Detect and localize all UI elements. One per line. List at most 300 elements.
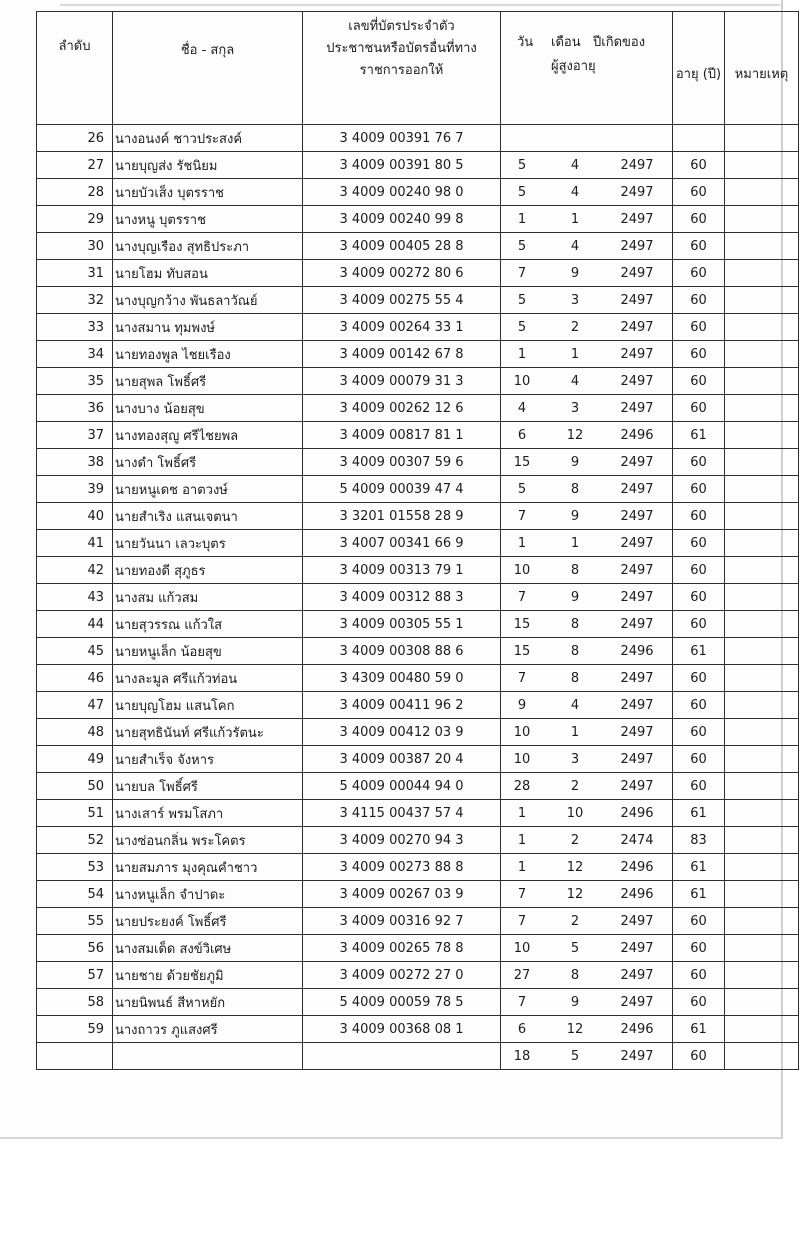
row-month: 8 <box>570 671 580 686</box>
row-age: 60 <box>673 692 725 719</box>
row-remark <box>725 827 799 854</box>
table-row <box>37 125 799 152</box>
row-birth-date <box>501 962 673 989</box>
row-name: นายบุญส่ง รัชนิยม <box>113 152 303 179</box>
table-row <box>37 746 799 773</box>
row-month: 12 <box>566 428 584 443</box>
row-year: 2497 <box>620 536 654 551</box>
row-number: 56 <box>37 935 113 962</box>
row-number: 59 <box>37 1016 113 1043</box>
row-birth-date <box>501 908 673 935</box>
row-age: 61 <box>673 1016 725 1043</box>
row-name: นายโฮม ทับสอน <box>113 260 303 287</box>
row-id-number: 5 4009 00039 47 4 <box>303 476 501 503</box>
table-row <box>37 152 799 179</box>
row-age: 61 <box>673 422 725 449</box>
row-age: 60 <box>673 476 725 503</box>
table-row <box>37 827 799 854</box>
row-number: 28 <box>37 179 113 206</box>
row-id-number: 3 4007 00341 66 9 <box>303 530 501 557</box>
row-day: 7 <box>517 887 527 902</box>
row-id-number: 3 4009 00391 80 5 <box>303 152 501 179</box>
row-remark <box>725 854 799 881</box>
row-day: 5 <box>517 320 527 335</box>
row-month: 1 <box>570 725 580 740</box>
row-day: 6 <box>517 1022 527 1037</box>
row-number: 50 <box>37 773 113 800</box>
row-age: 60 <box>673 665 725 692</box>
row-day: 4 <box>517 401 527 416</box>
row-day: 5 <box>517 158 527 173</box>
row-day: 7 <box>517 590 527 605</box>
row-birth-date <box>501 773 673 800</box>
row-age: 61 <box>673 800 725 827</box>
row-remark <box>725 368 799 395</box>
row-name: นางถาวร ภูแสงศรี <box>113 1016 303 1043</box>
row-month: 4 <box>570 698 580 713</box>
row-day: 15 <box>513 644 531 659</box>
row-id-number: 3 4009 00240 98 0 <box>303 179 501 206</box>
row-birth-date <box>501 881 673 908</box>
row-name: นายสำเริง แสนเจตนา <box>113 503 303 530</box>
row-age: 60 <box>673 449 725 476</box>
row-id-number: 3 4009 00272 27 0 <box>303 962 501 989</box>
row-age: 60 <box>673 719 725 746</box>
row-birth-date <box>501 476 673 503</box>
row-month: 3 <box>570 401 580 416</box>
row-age: 60 <box>673 341 725 368</box>
row-id-number: 3 4009 00387 20 4 <box>303 746 501 773</box>
row-age: 60 <box>673 233 725 260</box>
row-day: 1 <box>517 833 527 848</box>
row-day: 15 <box>513 617 531 632</box>
row-name: นางบาง น้อยสุข <box>113 395 303 422</box>
row-id-number: 3 4009 00312 88 3 <box>303 584 501 611</box>
row-month: 3 <box>570 293 580 308</box>
table-row <box>37 422 799 449</box>
row-day: 6 <box>517 428 527 443</box>
row-number: 52 <box>37 827 113 854</box>
row-name: นายบัวเส็ง บุตรราช <box>113 179 303 206</box>
row-month: 2 <box>570 779 580 794</box>
row-name: นายสำเร็จ จังหาร <box>113 746 303 773</box>
row-number: 36 <box>37 395 113 422</box>
row-birth-date <box>501 692 673 719</box>
row-age: 60 <box>673 611 725 638</box>
row-year: 2497 <box>620 590 654 605</box>
row-name <box>113 1043 303 1070</box>
row-birth-date <box>501 314 673 341</box>
row-birth-date <box>501 665 673 692</box>
row-id-number: 3 4009 00308 88 6 <box>303 638 501 665</box>
row-remark <box>725 773 799 800</box>
row-month: 8 <box>570 617 580 632</box>
row-name: นางเสาร์ พรมโสภา <box>113 800 303 827</box>
row-name: นางอนงค์ ชาวประสงค์ <box>113 125 303 152</box>
row-remark <box>725 395 799 422</box>
row-year: 2497 <box>620 455 654 470</box>
row-number: 33 <box>37 314 113 341</box>
table-row <box>37 773 799 800</box>
row-name: นางบุญเรือง สุทธิประภา <box>113 233 303 260</box>
row-birth-date <box>501 368 673 395</box>
row-year: 2497 <box>620 239 654 254</box>
row-year: 2474 <box>620 833 654 848</box>
row-name: นายทองพูล ไชยเรือง <box>113 341 303 368</box>
row-id-number: 3 4009 00368 08 1 <box>303 1016 501 1043</box>
row-name: นายวันนา เลวะบุตร <box>113 530 303 557</box>
row-year: 2497 <box>620 320 654 335</box>
row-day: 7 <box>517 995 527 1010</box>
row-birth-date <box>501 611 673 638</box>
row-remark <box>725 638 799 665</box>
row-birth-date <box>501 989 673 1016</box>
row-month: 4 <box>570 185 580 200</box>
row-remark <box>725 314 799 341</box>
row-age: 60 <box>673 584 725 611</box>
row-year: 2497 <box>620 698 654 713</box>
row-day: 18 <box>513 1049 531 1064</box>
row-age: 60 <box>673 503 725 530</box>
row-age: 60 <box>673 179 725 206</box>
row-age: 60 <box>673 557 725 584</box>
row-age: 61 <box>673 638 725 665</box>
row-id-number: 5 4009 00044 94 0 <box>303 773 501 800</box>
row-month: 1 <box>570 347 580 362</box>
row-name: นางละมูล ศรีแก้วท่อน <box>113 665 303 692</box>
row-remark <box>725 800 799 827</box>
row-month: 9 <box>570 509 580 524</box>
row-month: 8 <box>570 968 580 983</box>
row-number: 49 <box>37 746 113 773</box>
row-number: 44 <box>37 611 113 638</box>
row-year: 2497 <box>620 509 654 524</box>
row-birth-date <box>501 287 673 314</box>
row-month: 5 <box>570 941 580 956</box>
row-number: 45 <box>37 638 113 665</box>
row-year: 2497 <box>620 617 654 632</box>
table-row <box>37 449 799 476</box>
header-remark: หมายเหตุ <box>725 12 799 125</box>
row-month: 9 <box>570 266 580 281</box>
row-day: 1 <box>517 806 527 821</box>
table-row <box>37 611 799 638</box>
row-name: นางดำ โพธิ์ศรี <box>113 449 303 476</box>
row-remark <box>725 152 799 179</box>
row-remark <box>725 125 799 152</box>
row-birth-date <box>501 152 673 179</box>
header-id-line2: ประชาชนหรือบัตรอื่นที่ทาง <box>326 41 477 56</box>
table-header-row <box>37 12 799 125</box>
row-id-number: 3 4009 00305 55 1 <box>303 611 501 638</box>
row-day: 10 <box>513 725 531 740</box>
row-number: 30 <box>37 233 113 260</box>
row-birth-date <box>501 638 673 665</box>
row-age: 60 <box>673 530 725 557</box>
table-row <box>37 719 799 746</box>
row-year: 2497 <box>620 185 654 200</box>
row-remark <box>725 881 799 908</box>
row-day: 10 <box>513 374 531 389</box>
row-year: 2497 <box>620 374 654 389</box>
row-remark <box>725 449 799 476</box>
row-age: 60 <box>673 314 725 341</box>
row-year: 2497 <box>620 563 654 578</box>
row-birth-date <box>501 854 673 881</box>
row-number: 55 <box>37 908 113 935</box>
row-remark <box>725 341 799 368</box>
row-birth-date <box>501 206 673 233</box>
header-id-number <box>303 12 501 125</box>
row-number: 53 <box>37 854 113 881</box>
row-name: นายสมภาร มุงคุณคำชาว <box>113 854 303 881</box>
row-remark <box>725 746 799 773</box>
row-remark <box>725 989 799 1016</box>
row-number: 41 <box>37 530 113 557</box>
table-row <box>37 206 799 233</box>
row-day: 27 <box>513 968 531 983</box>
row-number: 46 <box>37 665 113 692</box>
row-day: 5 <box>517 185 527 200</box>
row-year: 2497 <box>620 941 654 956</box>
row-name: นางซ่อนกลิ่น พระโคตร <box>113 827 303 854</box>
header-month: เดือน <box>551 35 581 50</box>
table-body <box>37 125 799 1070</box>
row-name: นายประยงค์ โพธิ์ศรี <box>113 908 303 935</box>
row-year: 2496 <box>620 887 654 902</box>
row-day: 7 <box>517 509 527 524</box>
row-number: 26 <box>37 125 113 152</box>
row-day: 7 <box>517 266 527 281</box>
table-row <box>37 179 799 206</box>
row-remark <box>725 206 799 233</box>
row-age: 60 <box>673 368 725 395</box>
row-id-number <box>303 1043 501 1070</box>
row-id-number: 3 4009 00316 92 7 <box>303 908 501 935</box>
row-birth-date <box>501 935 673 962</box>
row-birth-date <box>501 422 673 449</box>
row-year: 2497 <box>620 293 654 308</box>
row-birth-date <box>501 341 673 368</box>
row-birth-date <box>501 557 673 584</box>
row-age: 60 <box>673 962 725 989</box>
row-year: 2497 <box>620 725 654 740</box>
row-name: นางสมเด็ด สงข์วิเศษ <box>113 935 303 962</box>
row-name: นายหนูเดช อาตวงษ์ <box>113 476 303 503</box>
table-row <box>37 800 799 827</box>
row-month: 8 <box>570 482 580 497</box>
row-age: 60 <box>673 908 725 935</box>
row-month: 4 <box>570 239 580 254</box>
row-id-number: 3 4009 00264 33 1 <box>303 314 501 341</box>
table-row <box>37 395 799 422</box>
row-remark <box>725 1043 799 1070</box>
row-month: 10 <box>566 806 584 821</box>
row-name: นายชาย ด้วยชัยภูมิ <box>113 962 303 989</box>
row-month: 8 <box>570 563 580 578</box>
row-number: 42 <box>37 557 113 584</box>
table-row <box>37 692 799 719</box>
row-year: 2497 <box>620 995 654 1010</box>
row-month: 1 <box>570 536 580 551</box>
row-remark <box>725 665 799 692</box>
row-day: 15 <box>513 455 531 470</box>
table-row <box>37 962 799 989</box>
table-row <box>37 287 799 314</box>
row-id-number: 3 3201 01558 28 9 <box>303 503 501 530</box>
table-row <box>37 1016 799 1043</box>
header-name: ชื่อ - สกุล <box>113 12 303 125</box>
table-row <box>37 368 799 395</box>
header-birth-date <box>501 12 673 125</box>
row-number: 40 <box>37 503 113 530</box>
row-name: นางหนู บุตรราช <box>113 206 303 233</box>
row-age: 60 <box>673 206 725 233</box>
row-year: 2497 <box>620 212 654 227</box>
row-day: 9 <box>517 698 527 713</box>
row-remark <box>725 422 799 449</box>
row-day: 7 <box>517 671 527 686</box>
row-birth-date <box>501 746 673 773</box>
row-birth-date <box>501 1016 673 1043</box>
table-row <box>37 341 799 368</box>
row-birth-date <box>501 503 673 530</box>
row-remark <box>725 557 799 584</box>
table-row <box>37 854 799 881</box>
row-year: 2496 <box>620 428 654 443</box>
table-row <box>37 260 799 287</box>
row-month: 2 <box>570 320 580 335</box>
row-remark <box>725 503 799 530</box>
row-id-number: 3 4009 00817 81 1 <box>303 422 501 449</box>
row-id-number: 3 4309 00480 59 0 <box>303 665 501 692</box>
row-birth-date <box>501 584 673 611</box>
row-age: 60 <box>673 287 725 314</box>
row-age: 61 <box>673 854 725 881</box>
row-birth-date <box>501 179 673 206</box>
row-number: 32 <box>37 287 113 314</box>
row-name: นายทองดี สุภูธร <box>113 557 303 584</box>
row-remark <box>725 908 799 935</box>
row-name: นางสม แก้วสม <box>113 584 303 611</box>
row-number: 37 <box>37 422 113 449</box>
row-id-number: 3 4009 00412 03 9 <box>303 719 501 746</box>
row-number: 35 <box>37 368 113 395</box>
row-month: 5 <box>570 1049 580 1064</box>
row-id-number: 3 4009 00079 31 3 <box>303 368 501 395</box>
row-remark <box>725 584 799 611</box>
row-id-number: 3 4009 00273 88 8 <box>303 854 501 881</box>
row-remark <box>725 233 799 260</box>
header-id-line3: ราชการออกให้ <box>359 63 444 78</box>
table-row <box>37 314 799 341</box>
table-row <box>37 584 799 611</box>
row-month: 12 <box>566 1022 584 1037</box>
row-id-number: 3 4009 00270 94 3 <box>303 827 501 854</box>
row-number: 58 <box>37 989 113 1016</box>
table-row <box>37 557 799 584</box>
row-year: 2496 <box>620 644 654 659</box>
row-birth-date <box>501 395 673 422</box>
row-age: 60 <box>673 773 725 800</box>
row-day: 10 <box>513 563 531 578</box>
row-remark <box>725 1016 799 1043</box>
row-number <box>37 1043 113 1070</box>
row-month: 12 <box>566 860 584 875</box>
row-number: 54 <box>37 881 113 908</box>
table-row <box>37 665 799 692</box>
row-birth-date <box>501 449 673 476</box>
row-number: 43 <box>37 584 113 611</box>
senior-roster-table <box>36 11 799 1070</box>
row-year: 2497 <box>620 779 654 794</box>
row-birth-date <box>501 800 673 827</box>
row-name: นายบล โพธิ์ศรี <box>113 773 303 800</box>
row-month: 9 <box>570 455 580 470</box>
header-age: อายุ (ปี) <box>673 12 725 125</box>
row-year: 2496 <box>620 806 654 821</box>
table-row <box>37 638 799 665</box>
row-day: 1 <box>517 212 527 227</box>
row-number: 34 <box>37 341 113 368</box>
table-row <box>37 908 799 935</box>
row-id-number: 3 4009 00265 78 8 <box>303 935 501 962</box>
row-month: 9 <box>570 590 580 605</box>
row-day: 7 <box>517 914 527 929</box>
row-name: นายหนูเล็ก น้อยสุข <box>113 638 303 665</box>
row-name: นางสมาน ทุมพงษ์ <box>113 314 303 341</box>
row-name: นายสุทธินันท์ ศรีแก้วรัตนะ <box>113 719 303 746</box>
row-day: 1 <box>517 347 527 362</box>
row-month: 2 <box>570 833 580 848</box>
row-birth-date <box>501 1043 673 1070</box>
row-name: นางหนูเล็ก จำปาดะ <box>113 881 303 908</box>
row-age: 60 <box>673 746 725 773</box>
row-id-number: 3 4009 00267 03 9 <box>303 881 501 908</box>
row-name: นายนิพนธ์ สีหาหยัก <box>113 989 303 1016</box>
row-year: 2496 <box>620 1022 654 1037</box>
row-age: 60 <box>673 989 725 1016</box>
row-id-number: 3 4009 00142 67 8 <box>303 341 501 368</box>
row-number: 48 <box>37 719 113 746</box>
row-number: 51 <box>37 800 113 827</box>
row-age: 60 <box>673 260 725 287</box>
row-month: 8 <box>570 644 580 659</box>
row-number: 38 <box>37 449 113 476</box>
page-top-edge <box>60 4 780 6</box>
row-birth-date <box>501 719 673 746</box>
row-month: 4 <box>570 374 580 389</box>
row-day: 5 <box>517 239 527 254</box>
table-row <box>37 881 799 908</box>
row-id-number: 3 4009 00405 28 8 <box>303 233 501 260</box>
row-age <box>673 125 725 152</box>
table-row <box>37 503 799 530</box>
row-month: 2 <box>570 914 580 929</box>
row-day: 10 <box>513 941 531 956</box>
header-no: ลำดับ <box>37 12 113 125</box>
row-number: 57 <box>37 962 113 989</box>
row-number: 31 <box>37 260 113 287</box>
row-birth-date <box>501 260 673 287</box>
row-month: 9 <box>570 995 580 1010</box>
row-year: 2497 <box>620 1049 654 1064</box>
row-id-number: 3 4009 00391 76 7 <box>303 125 501 152</box>
table-row <box>37 1043 799 1070</box>
row-id-number: 3 4009 00240 99 8 <box>303 206 501 233</box>
row-remark <box>725 935 799 962</box>
row-remark <box>725 611 799 638</box>
